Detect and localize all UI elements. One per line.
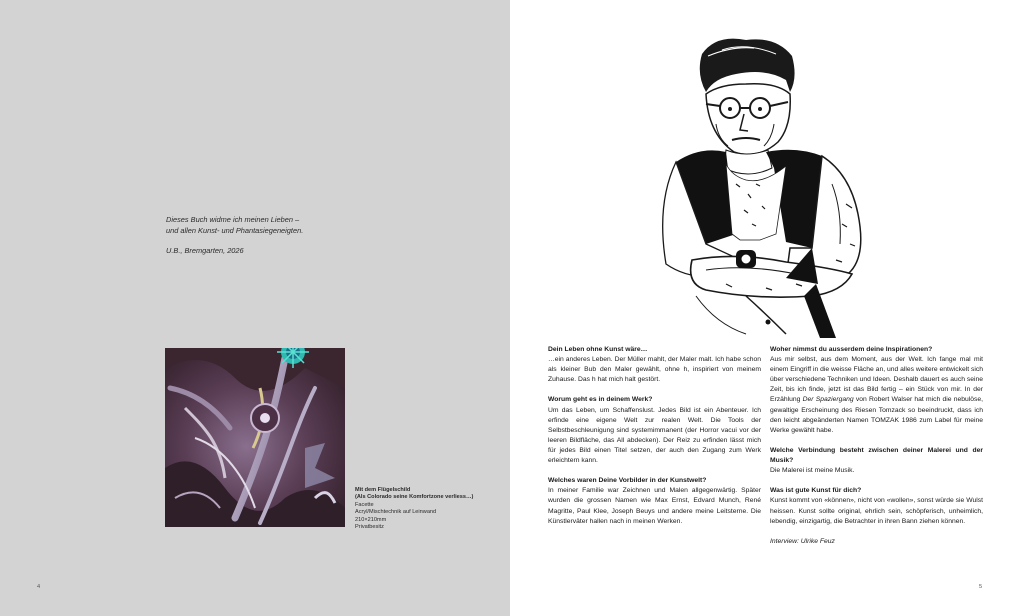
caption-title-line-1: Mit dem Flügelschild [355,487,411,493]
artwork-image [165,348,345,527]
caption-owner: Privatbesitz [355,524,384,531]
interview-question: Was ist gute Kunst für dich? [770,487,862,495]
interview-answer: …ein anderes Leben. Der Müller mahlt, der Maler malt. Ich habe schon als kleiner Bub den Maler gewählt, ohne h, inspiriert von meinem Zuhause. Das h hat mich halt gestört. [548,356,761,384]
interview-column-1 [548,345,761,537]
interview-question: Welches waren Deine Vorbilder in der Kunstwelt? [548,477,707,485]
caption-series: Facette [355,501,374,508]
artwork-caption [355,487,473,531]
dedication-signature: U.B., Bremgarten, 2026 [166,245,244,255]
portrait-illustration [636,34,886,338]
interview-question: Woher nimmst du ausserdem deine Inspirationen? [770,346,933,353]
interview-question: Welche Verbindung besteht zwischen deiner Malerei und der Musik? [770,446,983,465]
dedication-line-2: und allen Kunst- und Phantasiegeneigten. [166,225,304,235]
interview-question: Dein Leben ohne Kunst wäre… [548,346,648,353]
answer-text: von Robert Walser hat mich die nebulöse, gewaltige Erscheinung des Riesen Tomzack so beeindruckt, dass ich den leicht abgeänderten Namen TOMZAK 1986 zum Label für meine Werke gewählt habe. [770,396,983,434]
interview-column-2 [770,345,983,547]
caption-title-line-2: (Als Colorado seine Komfortzone verliess…) [355,494,474,501]
interview-answer: Die Malerei ist meine Musik. [770,467,855,475]
caption-technique: Acryl/Mischtechnik auf Leinwand [355,509,437,516]
interview-credit: Interview: Ulrike Feuz [770,537,835,545]
answer-text: Aus mir selbst, aus dem Moment, aus der Welt. Ich fange mal mit einem Eingriff in die weisse Fläche an, und alles weitere entwickelt sich über verschiedene Techniken und Ideen. Deshalb dauert es auch seine Zeit, bis ich finde, jetzt ist das Bild fertig – ein Stück von mir. In der Erzählung [770,356,983,404]
interview-answer: Um das Leben, um Schaffenslust. Jedes Bild ist ein Abenteuer. Ich erfinde eine eigene Welt zur realen Welt. Die Tools der Selbstbeschleunigung sind systemimmanent (der Horror vacui vor der leeren Bildfläche, das All abdecken). Der Reiz zu erfinden lässt mich für jedes Bild einen Titel setzen, der auch den Zugang zum Werk erleichtern kann. [548,406,761,465]
interview-answer: In meiner Familie war Zeichnen und Malen allgegenwärtig. Später wurden die grossen Namen wie Max Ernst, Edvard Munch, René Magritte, Paul Klee, Joseph Beuys und andere meine Leitsterne. Die Künstlerväter hallen nach in meinen Werken. [548,487,761,525]
dedication [166,215,303,256]
interview-answer [770,355,983,436]
interview-answer: Kunst kommt von «können», nicht von «wollen», sonst würde sie Wulst heissen. Kunst sollte original, ehrlich sein, schöpferisch, unheimlich, lebendig, einzigartig, die Betrachter in ihren Bann ziehen können. [770,497,983,525]
book-title: Der Spaziergang [802,396,854,404]
interview-question: Worum geht es in deinem Werk? [548,396,653,404]
page-number-left: 4 [37,584,41,590]
caption-size: 210×210mm [355,516,387,523]
dedication-line-1: Dieses Buch widme ich meinen Lieben – [166,215,300,224]
page-number-right: 5 [979,584,983,590]
